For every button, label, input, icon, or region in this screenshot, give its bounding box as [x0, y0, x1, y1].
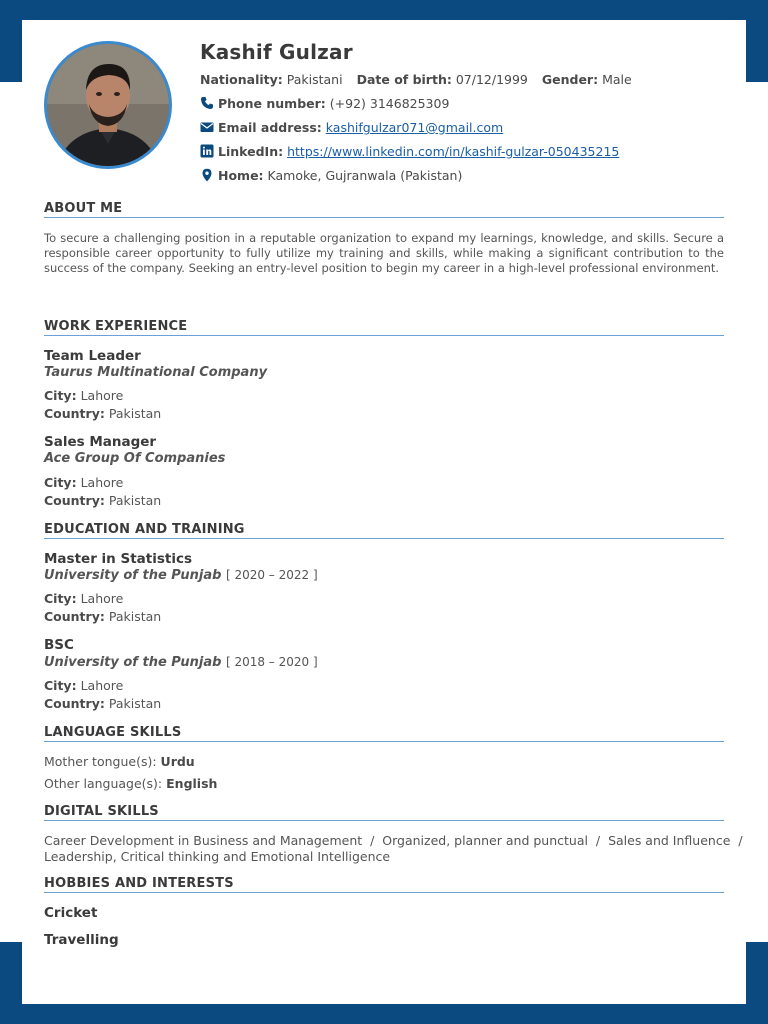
job-title: Sales Manager [44, 434, 157, 450]
city-value: Lahore [80, 591, 124, 606]
city-label: City: [44, 678, 77, 693]
gender-value: Male [602, 72, 632, 87]
city-label: City: [44, 388, 77, 403]
mother-tongue-label: Mother tongue(s): [44, 754, 157, 769]
city-value: Lahore [80, 678, 124, 693]
frame-corner-top-left [0, 20, 22, 82]
email-line [200, 120, 503, 135]
other-language-line [44, 776, 217, 791]
job-country [44, 493, 161, 508]
school-name: University of the Punjab [44, 568, 222, 583]
dob-label: Date of birth: [356, 72, 452, 87]
section-title-languages: LANGUAGE SKILLS [44, 725, 724, 742]
home-pin-icon [200, 168, 214, 182]
digital-skills-line-1: Career Development in Business and Management / Organized, planner and punctual / Sales and Influence / [44, 833, 743, 848]
degree-city [44, 591, 123, 606]
home-label: Home: [218, 168, 264, 183]
candidate-name: Kashif Gulzar [200, 40, 353, 64]
school-name: University of the Punjab [44, 655, 222, 670]
city-value: Lahore [80, 475, 124, 490]
frame-corner-bottom-right [746, 942, 768, 1004]
country-value: Pakistan [108, 493, 162, 508]
degree-school [44, 655, 318, 670]
nationality-label: Nationality: [200, 72, 283, 87]
degree-title: Master in Statistics [44, 551, 193, 567]
city-label: City: [44, 591, 77, 606]
degree-dates: [ 2018 – 2020 ] [225, 655, 318, 669]
section-title-education: EDUCATION AND TRAINING [44, 522, 724, 539]
job-city [44, 388, 123, 403]
other-language-value: English [166, 776, 218, 791]
dob-value: 07/12/1999 [455, 72, 528, 87]
top-frame-bar [0, 0, 768, 20]
hobby-item: Travelling [44, 932, 119, 948]
degree-dates: [ 2020 – 2022 ] [225, 568, 318, 582]
about-text: To secure a challenging position in a reputable organization to expand my learnings, knowledge, and skills. Secure a responsible career opportunity to fully utilize my training and skills, while making a significant contribution to the success of the company. Seeking an entry-level position to begin my career in a high-level professional environment. [44, 231, 724, 275]
phone-value: (+92) 3146825309 [329, 96, 450, 111]
degree-school [44, 568, 318, 583]
phone-icon [200, 96, 214, 110]
city-value: Lahore [80, 388, 124, 403]
linkedin-icon [200, 144, 214, 158]
gender-label: Gender: [541, 72, 599, 87]
country-value: Pakistan [108, 406, 162, 421]
degree-title: BSC [44, 637, 74, 653]
degree-city [44, 678, 123, 693]
country-label: Country: [44, 609, 105, 624]
section-title-hobbies: HOBBIES AND INTERESTS [44, 876, 724, 893]
job-title: Team Leader [44, 348, 141, 364]
phone-line [200, 96, 449, 111]
home-line [200, 168, 462, 183]
other-language-label: Other language(s): [44, 776, 163, 791]
country-label: Country: [44, 406, 105, 421]
frame-corner-top-right [746, 20, 768, 82]
section-title-about: ABOUT ME [44, 201, 724, 218]
linkedin-link[interactable]: https://www.linkedin.com/in/kashif-gulzar-050435215 [287, 144, 620, 159]
bottom-frame-bar [0, 1004, 768, 1024]
linkedin-line [200, 144, 619, 159]
job-city [44, 475, 123, 490]
email-label: Email address: [218, 120, 322, 135]
mother-tongue-value: Urdu [160, 754, 195, 769]
personal-details-line [200, 72, 632, 87]
email-icon [200, 120, 214, 134]
country-label: Country: [44, 696, 105, 711]
job-company: Taurus Multinational Company [44, 365, 268, 380]
phone-label: Phone number: [218, 96, 326, 111]
city-label: City: [44, 475, 77, 490]
section-title-work: WORK EXPERIENCE [44, 319, 724, 336]
profile-photo [44, 41, 172, 169]
job-country [44, 406, 161, 421]
country-label: Country: [44, 493, 105, 508]
job-company: Ace Group Of Companies [44, 451, 226, 466]
degree-country [44, 609, 161, 624]
home-value: Kamoke, Gujranwala (Pakistan) [267, 168, 463, 183]
country-value: Pakistan [108, 696, 162, 711]
country-value: Pakistan [108, 609, 162, 624]
linkedin-label: LinkedIn: [218, 144, 284, 159]
degree-country [44, 696, 161, 711]
section-title-digital: DIGITAL SKILLS [44, 804, 724, 821]
frame-corner-bottom-left [0, 942, 22, 1004]
mother-tongue-line [44, 754, 195, 769]
digital-skills-line-2: Leadership, Critical thinking and Emotional Intelligence [44, 849, 391, 864]
email-link[interactable]: kashifgulzar071@gmail.com [325, 120, 504, 135]
hobby-item: Cricket [44, 905, 98, 921]
nationality-value: Pakistani [286, 72, 343, 87]
